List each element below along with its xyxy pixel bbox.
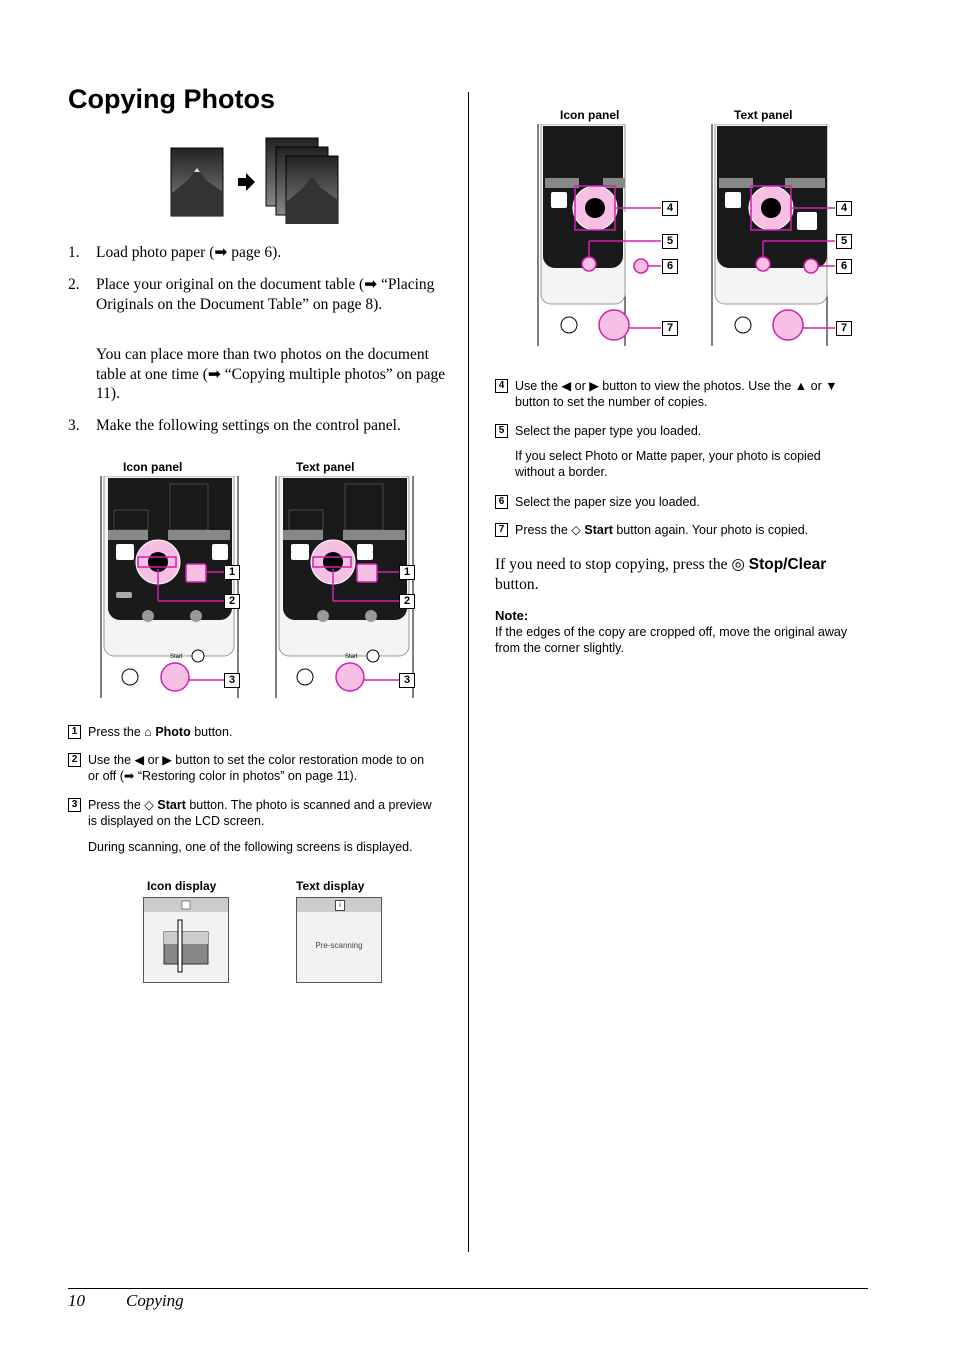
step-badge: 2 [68,753,81,767]
text: button. The photo is scanned and a preview is displayed on the LCD screen. [88,798,432,828]
icon-control-panel [100,476,240,698]
step-1 [68,243,468,265]
bold-label: Start [584,523,613,537]
control-panel-drawing [275,476,415,698]
callout-4: 4 [662,201,678,216]
callout-5: 5 [836,234,852,249]
text: Use the ◀ or ▶ button to view the photos. Use the ▲ or ▼ button to set the number of copies. [515,379,838,409]
step-badge: 1 [68,725,81,739]
text: Select the paper size you loaded. [515,495,700,509]
instruction-7 [495,522,865,540]
callout-3: 3 [224,673,240,688]
callout-6: 6 [662,259,678,274]
step-2-note [68,345,468,405]
text-control-panel [711,124,851,346]
step-badge: 3 [68,798,81,812]
step-badge: 4 [495,379,508,393]
step-2 [68,275,468,335]
column-divider [468,92,469,1252]
text: button. [190,725,233,739]
instruction-3 [68,797,448,831]
note-text: If the edges of the copy are cropped off, move the original away from the corner slightly. [495,625,848,655]
step-text: Load photo paper (➡ page 6). [96,244,282,261]
prescanning-message: Pre-scanning [315,941,363,950]
step-text: You can place more than two photos on the document table at one time (➡ “Copying multiple photos” on page 11). [96,346,446,402]
step-text: Place your original on the document table (➡ “Placing Originals on the Document Table” on page 8). [96,276,435,313]
control-panel-drawing [537,124,677,346]
callout-3: 3 [399,673,415,688]
info-icon: i [335,900,345,911]
text: If you need to stop copying, press the ◎ [495,556,749,573]
step-number: 3. [68,417,80,434]
bold-label: Photo [155,725,191,739]
step-3 [68,416,488,438]
callout-2: 2 [399,594,415,609]
text-display-caption: Text display [296,879,365,893]
instruction-5-note: If you select Photo or Matte paper, your photo is copied without a border. [515,449,821,479]
instruction-5 [495,423,865,441]
text: Select the paper type you loaded. [515,424,702,438]
text: button. [495,575,539,593]
text: Press the [88,725,145,739]
callout-7: 7 [662,321,678,336]
footer-section: Copying [126,1291,184,1310]
text-panel-caption: Text panel [296,460,355,474]
note-label: Note: [495,608,529,623]
text: Press the ◇ [515,523,585,537]
stop-instruction [495,555,870,594]
instruction-4 [495,378,865,412]
callout-2: 2 [224,594,240,609]
page-title: Copying Photos [68,84,275,114]
callout-7: 7 [836,321,852,336]
photo-icon: ⌂ [144,725,156,739]
control-panel-drawing [100,476,240,698]
instruction-6 [495,494,865,512]
arrow-right-icon [238,173,255,191]
step-text: Make the following settings on the control panel. [96,417,401,434]
icon-display-screen [143,897,229,983]
step-number: 2. [68,276,80,293]
callout-1: 1 [224,565,240,580]
step-badge: 7 [495,523,508,537]
instruction-2 [68,752,448,786]
icon-panel-caption: Icon panel [560,108,620,122]
info-bar [297,898,381,912]
step-badge: 6 [495,495,508,509]
step-number: 1. [68,244,80,261]
text-display-screen [296,897,382,983]
callout-6: 6 [836,259,852,274]
footer-rule [68,1288,868,1289]
bold-label: Start [157,798,186,812]
callout-4: 4 [836,201,852,216]
step-badge: 5 [495,424,508,438]
start-label: Start [345,654,358,660]
text-control-panel [275,476,415,698]
text: Press the ◇ [88,798,158,812]
text: button again. Your photo is copied. [612,523,809,537]
copy-photos-illustration [170,136,345,224]
bold-label: Stop/Clear [748,556,827,573]
callout-5: 5 [662,234,678,249]
text: Use the ◀ or ▶ button to set the color restoration mode to on or off (➡ “Restoring color in photos” on page 11). [88,753,425,783]
start-label: Start [170,654,183,660]
icon-panel-caption: Icon panel [123,460,183,474]
icon-control-panel [537,124,677,346]
instruction-1 [68,724,448,742]
control-panel-drawing [711,124,851,346]
callout-1: 1 [399,565,415,580]
text-panel-caption: Text panel [734,108,793,122]
scanning-preview [144,898,228,982]
icon-display-caption: Icon display [147,879,217,893]
footer-page-number: 10 [68,1291,85,1310]
scan-note: During scanning, one of the following screens is displayed. [88,840,413,854]
